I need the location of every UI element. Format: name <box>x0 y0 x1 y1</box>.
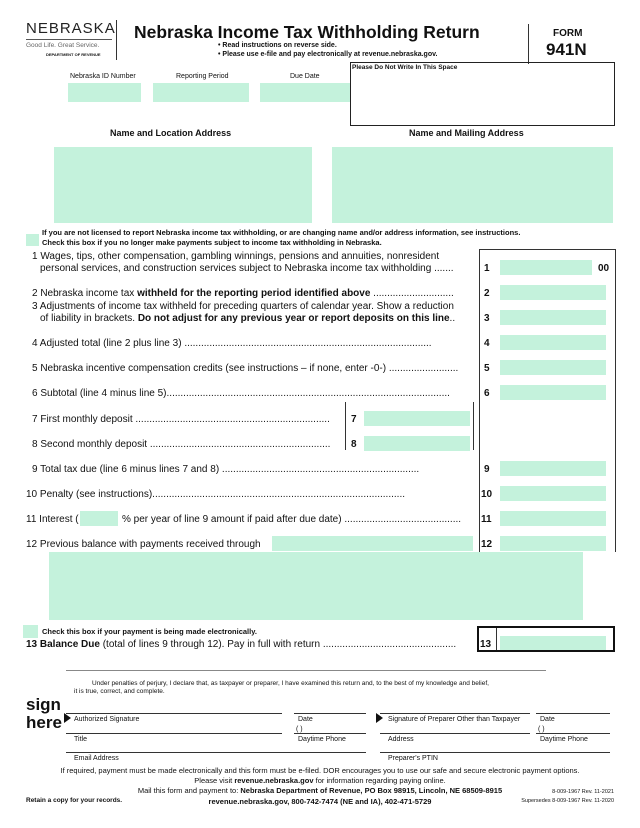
line-11-text-b: % per year of line 9 amount if paid after due date) .......................................... <box>122 514 462 525</box>
deposit-column-right-rule <box>473 402 474 450</box>
dor-use-box <box>350 62 615 126</box>
mail-notice-address: Nebraska Department of Revenue, PO Box 98915, Lincoln, NE 68509-8915 <box>240 786 503 795</box>
title-line[interactable] <box>66 733 282 734</box>
line-13-amount[interactable] <box>500 636 606 650</box>
mail-notice <box>0 786 640 795</box>
daytime-phone-line-2[interactable] <box>536 733 610 734</box>
line-3-number: 3 <box>484 313 490 324</box>
reporting-period-field[interactable] <box>153 83 249 102</box>
mail-notice-pre: Mail this form and payment to: <box>137 786 241 795</box>
line-4-text: 4 Adjusted total (line 2 plus line 3) ......................................................................................... <box>32 338 432 349</box>
header-divider-left <box>116 20 117 60</box>
phone-paren-2: ( ) <box>538 726 545 733</box>
notice-line-2: Check this box if you no longer make payments subject to income tax withholding in Nebraska. <box>42 238 382 247</box>
line-7-amount[interactable] <box>364 411 470 426</box>
line-8-number: 8 <box>351 439 357 450</box>
signature-arrow-icon <box>64 713 71 723</box>
line-1-cents: 00 <box>598 263 610 274</box>
instruction-bullet-2: • Please use e-file and pay electronically at revenue.nebraska.gov. <box>218 51 438 58</box>
previous-balance-detail-area[interactable] <box>49 552 583 620</box>
no-longer-withhold-checkbox[interactable] <box>26 234 39 246</box>
email-line[interactable] <box>66 752 366 753</box>
line-1-text-b: personal services, and construction services subject to Nebraska income tax withholding ....... <box>40 263 454 274</box>
line-2-text <box>32 287 477 300</box>
daytime-phone-label-2: Daytime Phone <box>540 736 588 743</box>
location-address-field[interactable] <box>54 147 312 223</box>
retain-copy-note: Retain a copy for your records. <box>26 797 123 804</box>
line-1-amount[interactable] <box>500 260 592 275</box>
preparer-signature-label: Signature of Preparer Other than Taxpayer <box>388 716 521 723</box>
nebraska-id-field[interactable] <box>68 83 141 102</box>
line-1-number: 1 <box>484 263 490 274</box>
line-4-amount[interactable] <box>500 335 606 350</box>
line-13-text-bold: 13 Balance Due <box>26 639 100 650</box>
line-6-text: 6 Subtotal (line 4 minus line 5)...................................................................................................... <box>32 388 450 399</box>
authorized-signature-label: Authorized Signature <box>74 716 140 723</box>
line-9-amount[interactable] <box>500 461 606 476</box>
preparer-address-label: Address <box>388 736 414 743</box>
line-2-text-plain: 2 Nebraska income tax <box>32 288 138 299</box>
electronic-payment-label: Check this box if your payment is being made electronically. <box>42 627 257 636</box>
line-4-number: 4 <box>484 338 490 349</box>
visit-notice-post: for information regarding paying online. <box>313 776 446 785</box>
line-2-text-leader: ............................. <box>370 288 454 299</box>
line-7-number: 7 <box>351 414 357 425</box>
line-3-text-bold: Do not adjust for any previous year or report deposits on this line <box>137 313 450 324</box>
interest-rate-field[interactable] <box>80 511 118 526</box>
previous-balance-date-field[interactable] <box>272 536 473 551</box>
line-9-number: 9 <box>484 464 490 475</box>
location-address-label: Name and Location Address <box>110 128 232 138</box>
line-12-amount[interactable] <box>500 536 606 551</box>
line-3-text-a: 3 Adjustments of income tax withheld for preceding quarters of calendar year. Show a reduction <box>32 301 454 312</box>
efile-notice: If required, payment must be made electronically and this form must be e-filed. DOR encourages you to use our safe and secure electronic payment options. <box>60 766 580 775</box>
line-7-text: 7 First monthly deposit ...................................................................... <box>32 414 330 425</box>
authorized-signature-line[interactable] <box>66 713 282 714</box>
signature-separator <box>66 670 546 671</box>
preparer-ptin-line[interactable] <box>380 752 610 753</box>
notice-line-1: If you are not licensed to report Nebraska income tax withholding, or are changing name and/or address information, see instructions. <box>42 228 521 237</box>
preparer-address-line[interactable] <box>380 733 530 734</box>
line-13-text <box>26 638 477 651</box>
right-column-right-rule <box>615 249 616 552</box>
visit-notice-pre: Please visit <box>194 776 235 785</box>
electronic-payment-checkbox[interactable] <box>23 625 38 638</box>
logo-dept: DEPARTMENT OF REVENUE <box>46 52 101 57</box>
phone-paren-1: ( ) <box>296 726 303 733</box>
line-5-amount[interactable] <box>500 360 606 375</box>
dor-use-label: Please Do Not Write In This Space <box>352 64 458 71</box>
nebraska-id-label: Nebraska ID Number <box>70 73 136 80</box>
logo-underline <box>26 39 112 40</box>
right-column-left-rule <box>479 249 480 552</box>
logo <box>26 20 116 57</box>
title-label: Title <box>74 736 87 743</box>
line-11-text-a: 11 Interest ( <box>26 514 79 525</box>
line-9-text: 9 Total tax due (line 6 minus lines 7 and 8) ....................................................................... <box>32 464 420 475</box>
supersedes-number: Supersedes 8-009-1967 Rev. 11-2020 <box>521 798 614 804</box>
mailing-address-field[interactable] <box>332 147 613 223</box>
line-8-text: 8 Second monthly deposit ................................................................. <box>32 439 331 450</box>
page-title: Nebraska Income Tax Withholding Return <box>134 22 480 42</box>
line-2-number: 2 <box>484 288 490 299</box>
here-label: here <box>26 713 62 732</box>
daytime-phone-line-1[interactable] <box>294 733 366 734</box>
reporting-period-label: Reporting Period <box>176 73 229 80</box>
right-column-top-rule <box>479 249 615 250</box>
email-label: Email Address <box>74 755 119 762</box>
line-6-number: 6 <box>484 388 490 399</box>
mailing-address-label: Name and Mailing Address <box>409 128 524 138</box>
preparer-ptin-label: Preparer's PTIN <box>388 755 438 762</box>
line-3-amount[interactable] <box>500 310 606 325</box>
line-12-number: 12 <box>481 539 493 550</box>
line-3-text-plain: of liability in brackets. <box>40 313 138 324</box>
date-line-2[interactable] <box>536 713 610 714</box>
preparer-arrow-icon <box>376 713 383 723</box>
line-10-amount[interactable] <box>500 486 606 501</box>
line-5-number: 5 <box>484 363 490 374</box>
logo-tagline: Good Life. Great Service. <box>26 42 100 49</box>
line-2-amount[interactable] <box>500 285 606 300</box>
line-5-text: 5 Nebraska incentive compensation credits (see instructions – if none, enter -0-) ......................... <box>32 363 459 374</box>
line-13-text-plain: (total of lines 9 through 12). Pay in full with return ................................................ <box>99 639 457 650</box>
daytime-phone-label-1: Daytime Phone <box>298 736 346 743</box>
date-line-1[interactable] <box>294 713 366 714</box>
logo-name: NEBRASKA <box>26 20 116 37</box>
line-12-text: 12 Previous balance with payments received through <box>26 539 261 550</box>
due-date-field[interactable] <box>260 83 350 102</box>
revision-number: 8-009-1967 Rev. 11-2021 <box>552 789 614 795</box>
line-10-text: 10 Penalty (see instructions)........................................................................................... <box>26 489 405 500</box>
visit-notice-link[interactable]: revenue.nebraska.gov <box>234 776 314 785</box>
form-label: FORM <box>553 28 583 39</box>
date-label-1: Date <box>298 716 313 723</box>
line-8-amount[interactable] <box>364 436 470 451</box>
line-6-amount[interactable] <box>500 385 606 400</box>
form-number: 941N <box>546 40 587 59</box>
line-10-number: 10 <box>481 489 493 500</box>
line-13-number: 13 <box>480 639 492 650</box>
line-11-number: 11 <box>481 514 492 525</box>
perjury-statement-2: it is true, correct, and complete. <box>74 688 165 695</box>
visit-notice <box>0 776 640 785</box>
due-date-label: Due Date <box>290 73 320 80</box>
line-1-text-a: 1 Wages, tips, other compensation, gambling winnings, pensions and annuities, nonresident <box>32 251 440 262</box>
instruction-bullet-1: • Read instructions on reverse side. <box>218 42 337 49</box>
line-3-text-b <box>40 312 477 325</box>
perjury-statement-1: Under penalties of perjury, I declare that, as taxpayer or preparer, I have examined this return and, to the best of my knowledge and belief, <box>92 680 489 687</box>
deposit-column-left-rule <box>345 402 346 450</box>
contact-info: revenue.nebraska.gov, 800-742-7474 (NE and IA), 402-471-5729 <box>208 797 432 806</box>
date-label-2: Date <box>540 716 555 723</box>
preparer-signature-line[interactable] <box>380 713 530 714</box>
line-11-amount[interactable] <box>500 511 606 526</box>
header-divider-right <box>528 24 529 64</box>
line-2-text-bold: withheld for the reporting period identified above <box>137 288 371 299</box>
line-3-text-leader: .. <box>449 313 456 324</box>
sign-label: sign <box>26 695 61 714</box>
line-13-divider <box>496 628 497 650</box>
